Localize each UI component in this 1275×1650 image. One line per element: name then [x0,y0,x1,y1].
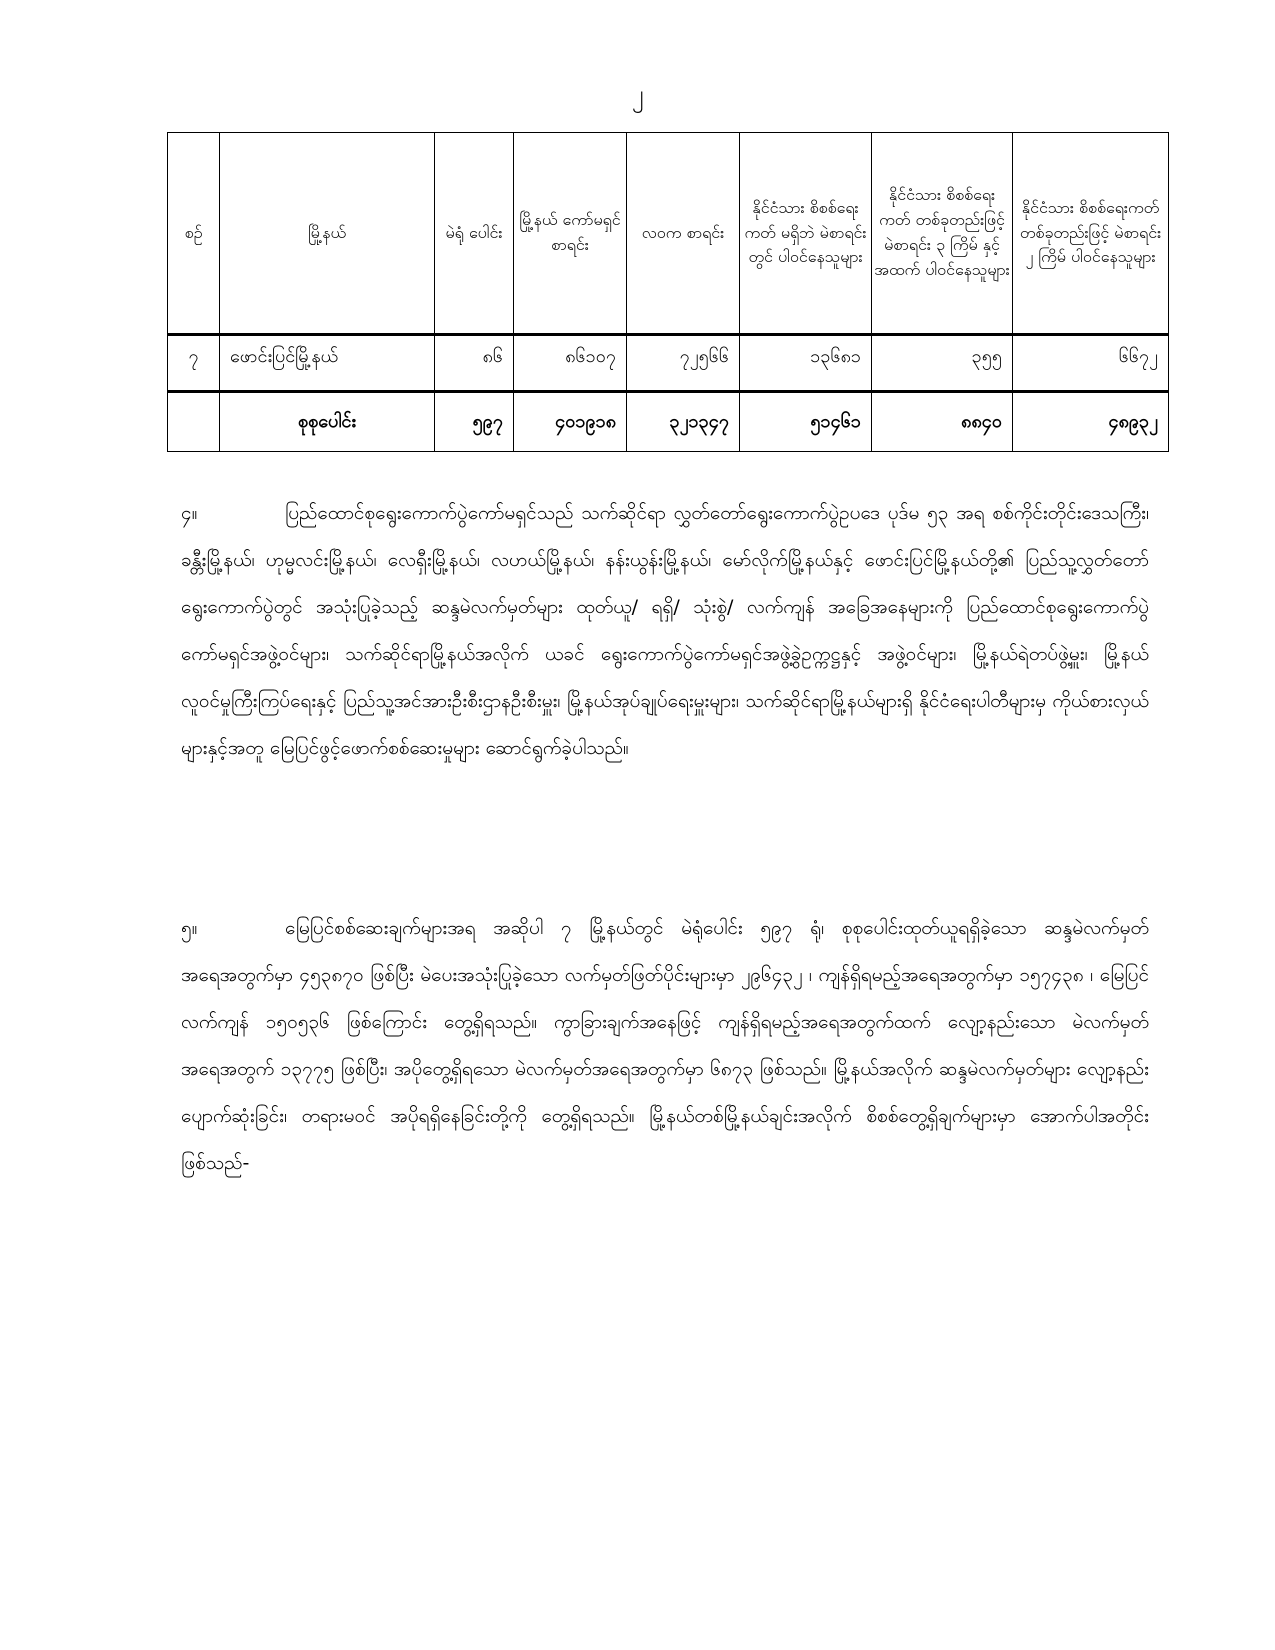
cell-two-times: ၆၆၇၂ [1013,335,1169,392]
header-serial: စဉ် [168,133,220,335]
total-label: စုစုပေါင်း [220,392,435,452]
total-row [168,392,1169,452]
cell-immigration-list: ၇၂၅၆၆ [627,335,740,392]
total-polling-stations: ၅၉၇ [435,392,514,452]
paragraph-4 [181,490,1149,772]
total-no-card: ၅၁၄၆၁ [740,392,872,452]
paragraph-number: ၅။ [181,917,198,939]
total-three-times: ၈၈၄၀ [872,392,1013,452]
cell-township: ဖောင်းပြင်မြို့နယ် [220,335,435,392]
total-two-times: ၄၈၉၃၂ [1013,392,1169,452]
cell-polling-stations: ၈၆ [435,335,514,392]
header-immigration-list: လဝက စာရင်း [627,133,740,335]
header-two-times: နိုင်ငံသား စိစစ်ရေးကတ် တစ်ခုတည်းဖြင့် မဲစာရင်း ၂ ကြိမ် ပါဝင်နေသူများ [1013,133,1169,335]
paragraph-5 [181,905,1149,1187]
table-row [168,335,1169,392]
total-commission-list: ၄၀၁၉၁၈ [514,392,627,452]
paragraph-number: ၄။ [181,502,198,524]
paragraph-text: ပြည်ထောင်စုရွေးကောက်ပွဲကော်မရှင်သည် သက်ဆိုင်ရာ လွှတ်တော်ရွေးကောက်ပွဲဥပဒေ ပုဒ်မ ၅၃ အရ စစ်ကိုင်းတိုင်းဒေသကြီး၊ ခန္တီးမြို့နယ်၊ ဟုမ္မလင်းမြို့နယ်၊ လေရှီးမြို့နယ်၊ လဟယ်မြို့နယ်၊ နန်းယွန်းမြို့နယ်၊ မော်လိုက်မြို့နယ်နှင့် ဖောင်းပြင်မြို့နယ်တို့၏ ပြည်သူ့လွှတ်တော်ရွေးကောက်ပွဲတွင် အသုံးပြုခဲ့သည့် ဆန္ဒမဲလက်မှတ်များ ထုတ်ယူ/ ရရှိ/ သုံးစွဲ/ လက်ကျန် အခြေအနေများကို ပြည်ထောင်စုရွေးကောက်ပွဲကော်မရှင်အဖွဲ့ဝင်များ၊ သက်ဆိုင်ရာမြို့နယ်အလိုက် ယခင် ရွေးကောက်ပွဲကော်မရှင်အဖွဲ့ခွဲဥက္ကဋ္ဌနှင့် အဖွဲ့ဝင်များ၊ မြို့နယ်ရဲတပ်ဖွဲ့မှူး၊ မြို့နယ်လူဝင်မှုကြီးကြပ်ရေးနှင့် ပြည်သူ့အင်အားဦးစီးဌာနဦးစီးမှူး၊ မြို့နယ်အုပ်ချုပ်ရေးမှူးများ၊ သက်ဆိုင်ရာမြို့နယ်များရှိ နိုင်ငံရေးပါတီများမှ ကိုယ်စားလှယ်များနှင့်အတူ မြေပြင်ဖွင့်ဖောက်စစ်ဆေးမှုများ ဆောင်ရွက်ခဲ့ပါသည်။ [181,502,1149,759]
header-three-times: နိုင်ငံသား စိစစ်ရေးကတ် တစ်ခုတည်းဖြင့် မဲစာရင်း ၃ ကြိမ် နှင့်အထက် ပါဝင်နေသူများ [872,133,1013,335]
header-no-card: နိုင်ငံသား စိစစ်ရေးကတ် မရှိဘဲ မဲစာရင်းတွင် ပါဝင်နေသူများ [740,133,872,335]
header-township: မြို့နယ် [220,133,435,335]
total-serial [168,392,220,452]
cell-three-times: ၃၅၅ [872,335,1013,392]
results-table [167,132,1169,452]
header-commission-list: မြို့နယ် ကော်မရှင် စာရင်း [514,133,627,335]
total-immigration-list: ၃၂၁၃၄၇ [627,392,740,452]
cell-no-card: ၁၃၆၈၁ [740,335,872,392]
cell-commission-list: ၈၆၁၀၇ [514,335,627,392]
paragraph-text: မြေပြင်စစ်ဆေးချက်များအရ အဆိုပါ ၇ မြို့နယ်တွင် မဲရုံပေါင်း ၅၉၇ ရုံ၊ စုစုပေါင်းထုတ်ယူရရှိခဲ့သော ဆန္ဒမဲလက်မှတ်အရေအတွက်မှာ ၄၅၃၈၇၀ ဖြစ်ပြီး မဲပေးအသုံးပြုခဲ့သော လက်မှတ်ဖြတ်ပိုင်းများမှာ ၂၉၆၄၃၂ ၊ ကျန်ရှိရမည့်အရေအတွက်မှာ ၁၅၇၄၃၈ ၊ မြေပြင်လက်ကျန် ၁၅၀၅၃၆ ဖြစ်ကြောင်း တွေ့ရှိရသည်။ ကွာခြားချက်အနေဖြင့် ကျန်ရှိရမည့်အရေအတွက်ထက် လျော့နည်းသော မဲလက်မှတ်အရေအတွက် ၁၃၇၇၅ ဖြစ်ပြီး၊ အပိုတွေ့ရှိရသော မဲလက်မှတ်အရေအတွက်မှာ ၆၈၇၃ ဖြစ်သည်။ မြို့နယ်အလိုက် ဆန္ဒမဲလက်မှတ်များ လျော့နည်းပျောက်ဆုံးခြင်း၊ တရားမဝင် အပိုရရှိနေခြင်းတို့ကို တွေ့ရှိရသည်။ မြို့နယ်တစ်မြို့နယ်ချင်းအလိုက် စိစစ်တွေ့ရှိချက်များမှာ အောက်ပါအတိုင်းဖြစ်သည်- [181,917,1149,1174]
page-number: ၂ [631,80,644,108]
header-row [168,133,1169,335]
header-polling-stations: မဲရုံ ပေါင်း [435,133,514,335]
cell-serial: ၇ [168,335,220,392]
